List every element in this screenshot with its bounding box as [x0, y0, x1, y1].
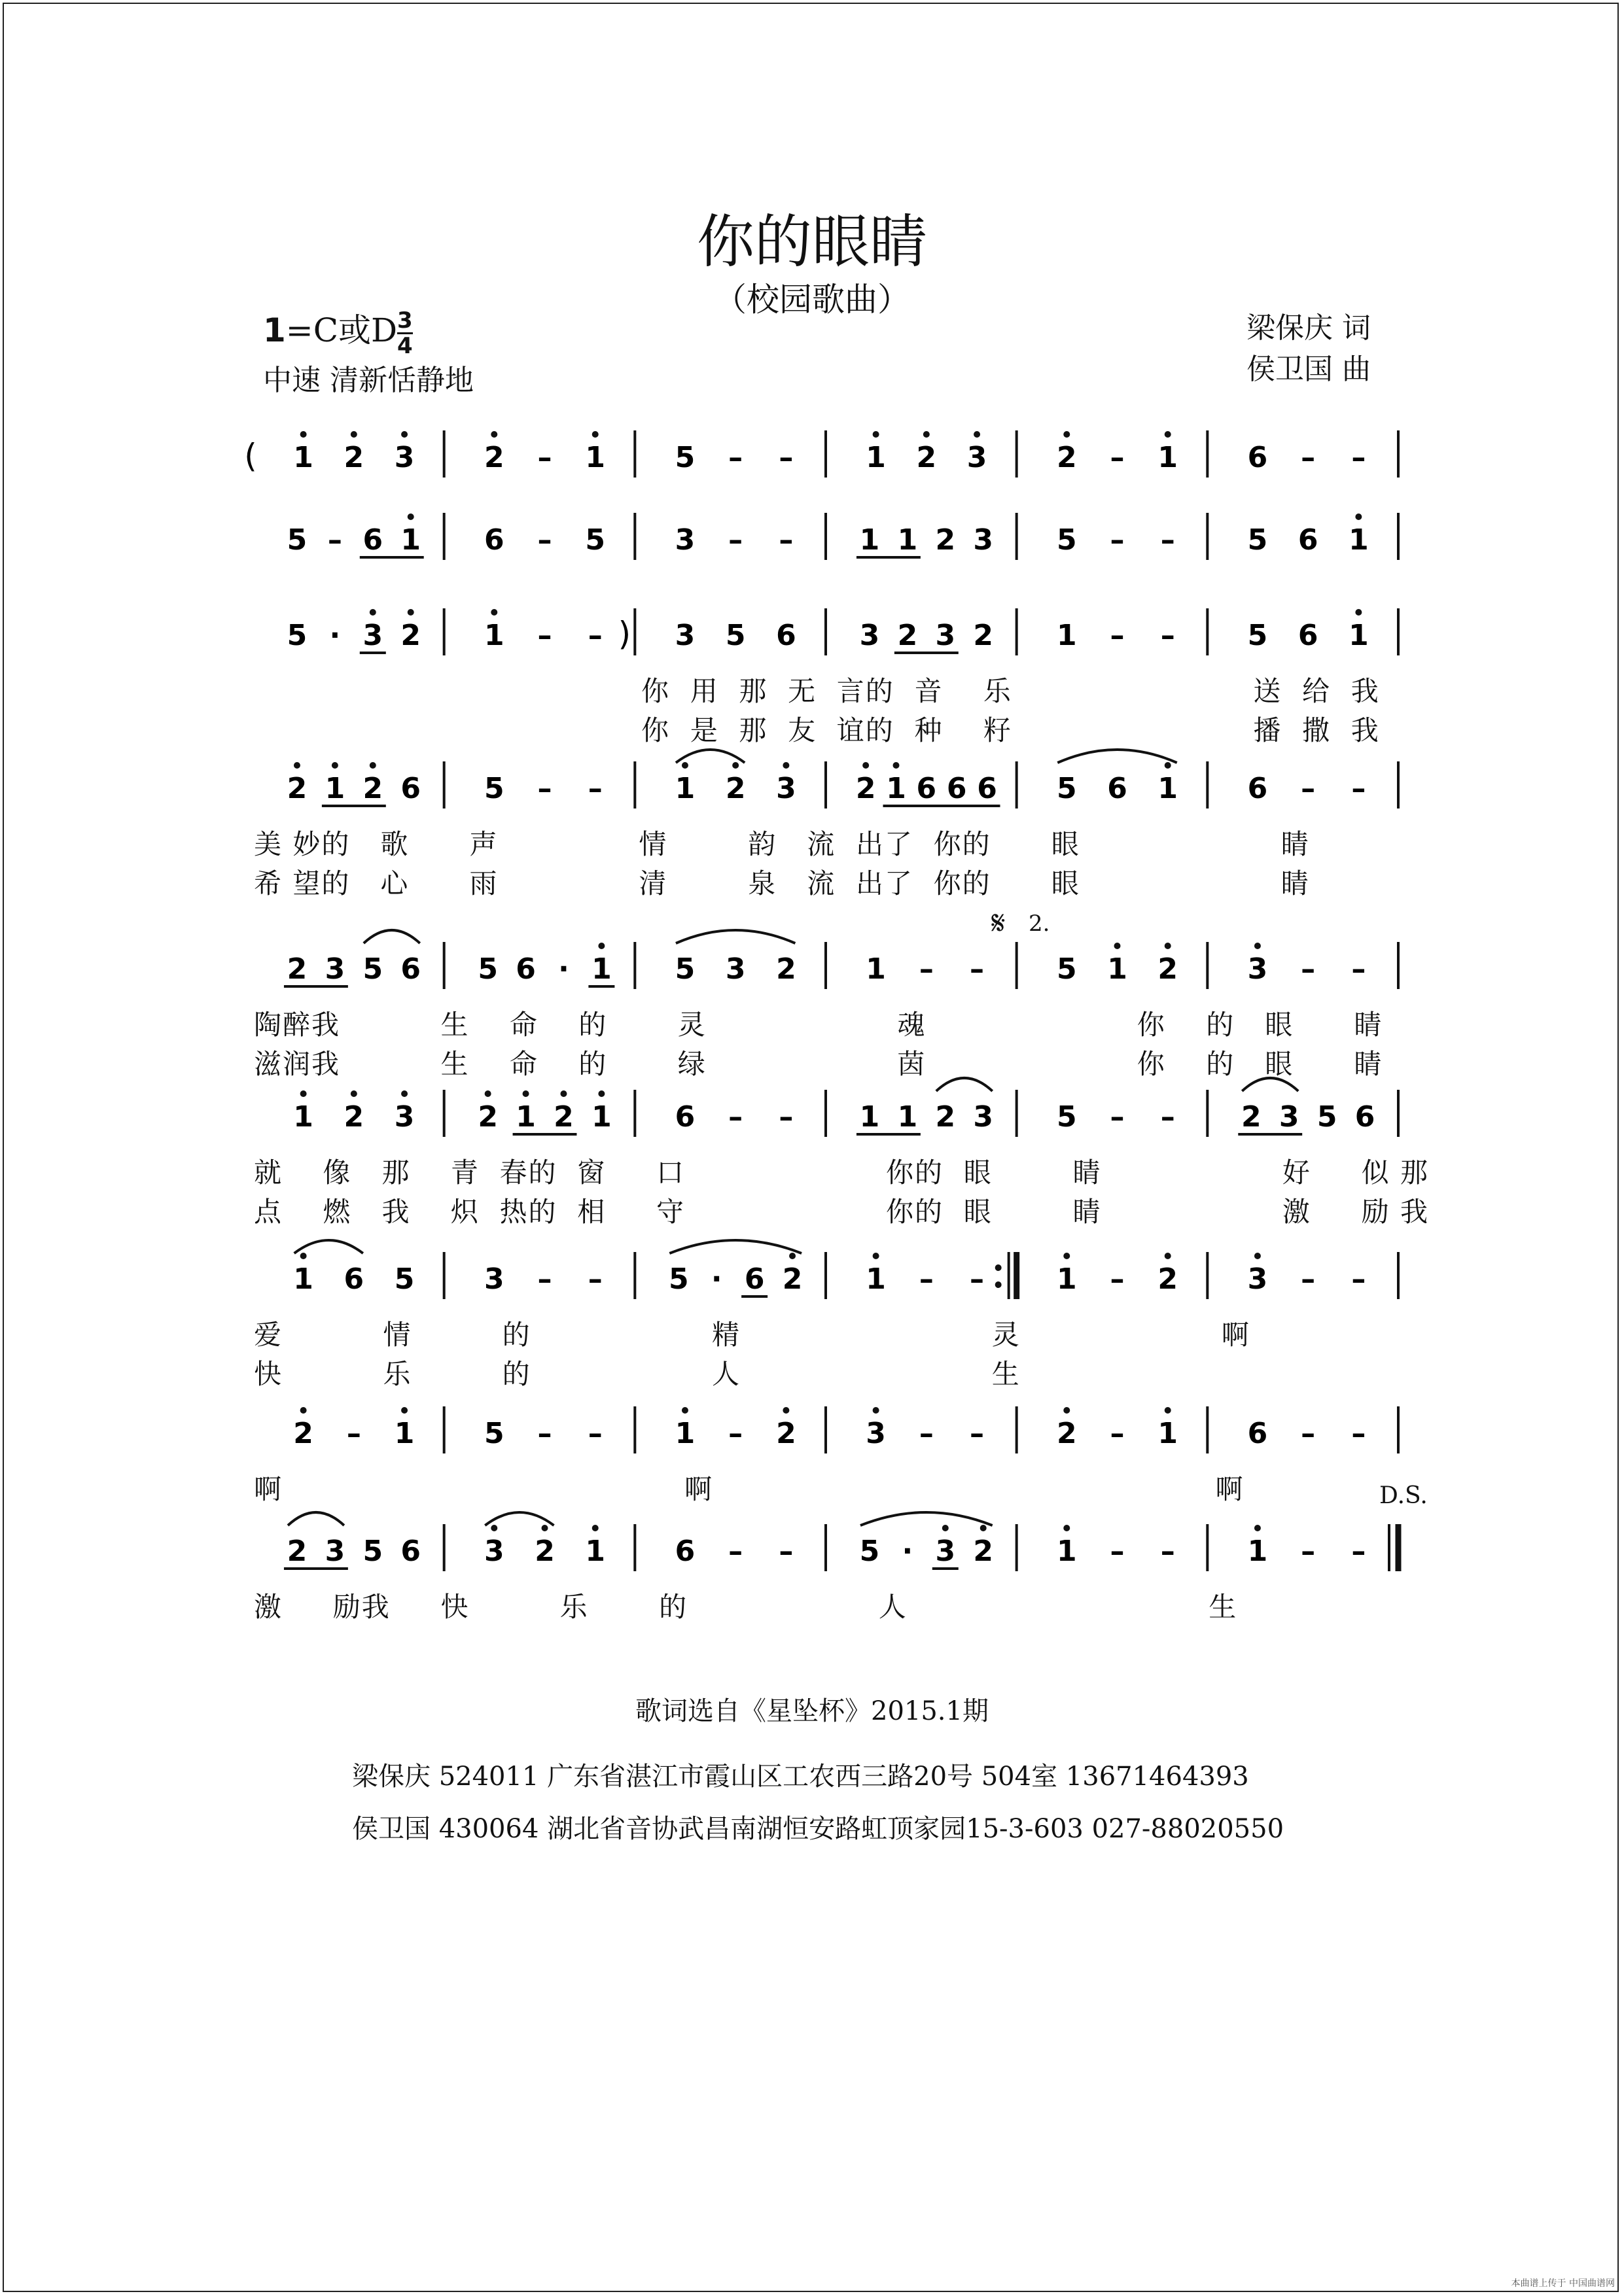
high-octave-dot: [592, 431, 599, 438]
note: 6: [675, 1535, 696, 1568]
high-octave-dot: [1254, 1253, 1261, 1259]
high-octave-dot: [300, 431, 307, 438]
note: –: [1110, 523, 1125, 557]
lyric-line: 陶醉我 生 命 的 灵 魂 你 的 眼 睛: [254, 1009, 1383, 1041]
note: 1: [1349, 619, 1369, 652]
key-tonic: 1: [263, 311, 286, 349]
note: 1: [897, 523, 918, 557]
note: 5: [484, 772, 504, 805]
note: 5: [859, 1535, 880, 1568]
high-octave-dot: [491, 1525, 497, 1531]
note: 1: [1056, 1262, 1077, 1296]
note: 5: [675, 952, 696, 986]
note: –: [1160, 1535, 1175, 1568]
note: 2: [478, 1100, 498, 1134]
song-subtitle: （校园歌曲）: [714, 281, 910, 319]
note: 5: [1316, 1100, 1337, 1134]
high-octave-dot: [542, 1525, 548, 1531]
high-octave-dot: [1165, 1253, 1171, 1259]
note: –: [588, 1417, 603, 1450]
note: 3: [325, 1535, 345, 1568]
note: 6: [675, 1100, 696, 1134]
slur: [1057, 750, 1176, 763]
note: 3: [325, 952, 345, 986]
lyric-line: 希 望的 心 雨 清 泉 流 出了 你的 眼 睛: [254, 867, 1310, 899]
note: 6: [977, 772, 997, 805]
high-octave-dot: [598, 1090, 605, 1097]
note: 2: [855, 772, 876, 805]
note: –: [588, 619, 603, 652]
note: 6: [484, 523, 504, 557]
note: 2: [535, 1535, 555, 1568]
note: 3: [935, 1535, 956, 1568]
high-octave-dot: [1063, 1407, 1070, 1414]
note: 5: [1247, 619, 1268, 652]
note: –: [728, 1535, 743, 1568]
high-octave-dot: [560, 1090, 567, 1097]
note: 6: [1354, 1100, 1375, 1134]
repeat-dot: [995, 1281, 1002, 1288]
note: –: [919, 952, 934, 986]
note: 1: [1107, 952, 1127, 986]
composer-credit: 侯卫国 曲: [1246, 353, 1371, 386]
high-octave-dot: [485, 1090, 491, 1097]
high-octave-dot: [332, 762, 338, 769]
high-octave-dot: [1355, 609, 1362, 616]
note: 3: [973, 1100, 994, 1134]
lyric-line: 激 励我 快 乐 的 人 生: [254, 1591, 1238, 1623]
note: 3: [362, 619, 383, 652]
note: 6: [946, 772, 967, 805]
note: 2: [344, 441, 364, 474]
note: 1: [859, 1100, 880, 1134]
note: 6: [1247, 772, 1268, 805]
note: –: [1301, 772, 1316, 805]
note: 2: [554, 1100, 574, 1134]
note: –: [1351, 1262, 1366, 1296]
segno-sign: 𝄋: [991, 904, 1006, 942]
note: 6: [1247, 1417, 1268, 1450]
lyrics-source: 歌词选自《星坠杯》2015.1期: [635, 1696, 989, 1726]
note: 3: [866, 1417, 886, 1450]
note: –: [779, 1100, 794, 1134]
note: 6: [362, 523, 383, 557]
note: 2: [287, 1535, 308, 1568]
note: –: [1110, 1100, 1125, 1134]
high-octave-dot: [1165, 762, 1171, 769]
note: 1: [585, 1535, 606, 1568]
note: –: [1110, 441, 1125, 474]
note: –: [537, 1262, 552, 1296]
note: 2: [776, 952, 796, 986]
high-octave-dot: [862, 762, 869, 769]
note: –: [728, 441, 743, 474]
lyricist-contact: 梁保庆 524011 广东省湛江市霞山区工农西三路20号 504室 13671464393: [352, 1762, 1249, 1792]
high-octave-dot: [408, 513, 414, 520]
note: –: [728, 1417, 743, 1450]
note: 3: [859, 619, 880, 652]
note: 3: [394, 1100, 415, 1134]
note: –: [779, 523, 794, 557]
note: 5: [725, 619, 746, 652]
note: 6: [1247, 441, 1268, 474]
note: –: [1301, 441, 1316, 474]
lyric-line: 爱 情 的 精 灵 啊: [254, 1319, 1250, 1351]
note: –: [970, 1417, 985, 1450]
close-parenthesis: ): [618, 615, 631, 653]
note: 2: [1157, 952, 1178, 986]
lyric-line: 啊 啊 啊: [254, 1473, 1244, 1505]
slur: [288, 1512, 344, 1525]
high-octave-dot: [1254, 1525, 1261, 1531]
note: 1: [394, 1417, 415, 1450]
repeat-dot: [995, 1264, 1002, 1271]
note: 5: [362, 1535, 383, 1568]
note: –: [1301, 1262, 1316, 1296]
lyric-line: 快 乐 的 人 生: [254, 1358, 1021, 1390]
high-octave-dot: [408, 609, 414, 616]
note: 6: [344, 1262, 364, 1296]
note: 2: [916, 441, 937, 474]
high-octave-dot: [789, 1253, 796, 1259]
note: 2: [1241, 1100, 1262, 1134]
lyric-line: 滋润我 生 命 的 绿 茵 你 的 眼 睛: [254, 1048, 1383, 1080]
slur: [669, 1240, 802, 1253]
note: 5: [394, 1262, 415, 1296]
note: 6: [1107, 772, 1127, 805]
high-octave-dot: [491, 609, 497, 616]
high-octave-dot: [370, 762, 376, 769]
note: 2: [776, 1417, 796, 1450]
note: 1: [591, 1100, 612, 1134]
note: 2: [1157, 1262, 1178, 1296]
note: 1: [293, 1262, 313, 1296]
slur: [676, 930, 795, 943]
note: –: [728, 523, 743, 557]
note: 5: [585, 523, 606, 557]
slur: [676, 750, 745, 763]
composer-contact: 侯卫国 430064 湖北省音协武昌南湖恒安路虹顶家园15-3-603 027-88020550: [352, 1814, 1284, 1844]
note: 5: [362, 952, 383, 986]
note: 5: [1056, 523, 1077, 557]
high-octave-dot: [682, 1407, 688, 1414]
note: 6: [516, 952, 536, 986]
note: 2: [1056, 1417, 1077, 1450]
lyric-line: 你 用 那 无 言的 音 乐 送 给 我: [641, 675, 1380, 707]
song-title: 你的眼睛: [696, 208, 927, 275]
note: 5: [478, 952, 498, 986]
high-octave-dot: [1063, 1253, 1070, 1259]
note: 1: [293, 441, 313, 474]
note: 2: [782, 1262, 803, 1296]
note: 1: [886, 772, 906, 805]
note: –: [779, 441, 794, 474]
note: 3: [1247, 952, 1268, 986]
high-octave-dot: [401, 431, 408, 438]
note: 1: [1247, 1535, 1268, 1568]
slur: [485, 1512, 554, 1525]
note: –: [346, 1417, 361, 1450]
note: 3: [675, 619, 696, 652]
note: 2: [725, 772, 746, 805]
high-octave-dot: [300, 1090, 307, 1097]
high-octave-dot: [1165, 1407, 1171, 1414]
note: 6: [1297, 619, 1318, 652]
dal-segno: D.S.: [1379, 1482, 1428, 1509]
note: 1: [1056, 619, 1077, 652]
note: 1: [675, 772, 696, 805]
note: –: [1160, 523, 1175, 557]
high-octave-dot: [1165, 943, 1171, 949]
note: 1: [1157, 441, 1178, 474]
note: 3: [776, 772, 796, 805]
lyric-line: 美 妙的 歌 声 情 韵 流 出了 你的 眼 睛: [254, 828, 1310, 860]
high-octave-dot: [942, 1525, 949, 1531]
lyricist-credit: 梁保庆 词: [1246, 311, 1371, 345]
note: 1: [675, 1417, 696, 1450]
note: 3: [1247, 1262, 1268, 1296]
note: –: [1351, 441, 1366, 474]
note: –: [327, 523, 342, 557]
note: ·: [558, 952, 569, 986]
note: 2: [344, 1100, 364, 1134]
note: 1: [400, 523, 421, 557]
high-octave-dot: [300, 1407, 307, 1414]
note: 2: [973, 1535, 994, 1568]
high-octave-dot: [598, 943, 605, 949]
high-octave-dot: [370, 609, 376, 616]
open-parenthesis: (: [244, 437, 257, 475]
note: 2: [897, 619, 918, 652]
high-octave-dot: [980, 1525, 987, 1531]
note: –: [588, 772, 603, 805]
note: 2: [400, 619, 421, 652]
note: 3: [725, 952, 746, 986]
high-octave-dot: [974, 431, 980, 438]
note: –: [537, 772, 552, 805]
note: 2: [293, 1417, 313, 1450]
ending-number: 2.: [1029, 911, 1050, 937]
note: –: [1351, 1535, 1366, 1568]
note: 1: [859, 523, 880, 557]
note: 1: [897, 1100, 918, 1134]
high-octave-dot: [923, 431, 930, 438]
high-octave-dot: [351, 1090, 357, 1097]
high-octave-dot: [732, 762, 739, 769]
note: –: [1110, 1417, 1125, 1450]
note: 1: [866, 1262, 886, 1296]
note: 2: [362, 772, 383, 805]
note: 3: [966, 441, 987, 474]
high-octave-dot: [873, 1407, 879, 1414]
note: –: [1160, 1100, 1175, 1134]
slur: [294, 1240, 363, 1253]
high-octave-dot: [491, 431, 497, 438]
note: 5: [1056, 952, 1077, 986]
key-text: =C或D: [285, 311, 398, 349]
note: –: [537, 619, 552, 652]
note: 3: [1279, 1100, 1299, 1134]
note: –: [728, 1100, 743, 1134]
note: 2: [935, 523, 956, 557]
high-octave-dot: [300, 1253, 307, 1259]
time-denominator: 4: [397, 332, 413, 359]
note: 1: [585, 441, 606, 474]
high-octave-dot: [1254, 943, 1261, 949]
note: –: [970, 1262, 985, 1296]
note: –: [537, 523, 552, 557]
note: –: [919, 1417, 934, 1450]
note: 6: [400, 952, 421, 986]
note: 6: [776, 619, 796, 652]
high-octave-dot: [294, 762, 300, 769]
lyric-line: 点 燃 我 炽 热的 相 守 你的 眼 睛 激 励 我: [254, 1196, 1429, 1228]
note: 5: [287, 523, 308, 557]
note: –: [1110, 1262, 1125, 1296]
note: 3: [484, 1535, 504, 1568]
note: –: [1301, 1417, 1316, 1450]
tempo-marking: 中速 清新恬静地: [263, 364, 474, 397]
note: –: [1351, 772, 1366, 805]
slur: [860, 1512, 993, 1525]
note: –: [537, 1417, 552, 1450]
high-octave-dot: [682, 762, 688, 769]
note: 2: [935, 1100, 956, 1134]
note: 1: [866, 441, 886, 474]
note: 3: [675, 523, 696, 557]
note: 1: [516, 1100, 536, 1134]
note: ·: [329, 619, 341, 652]
slur: [364, 930, 420, 943]
note: 6: [400, 772, 421, 805]
high-octave-dot: [401, 1090, 408, 1097]
high-octave-dot: [401, 1407, 408, 1414]
high-octave-dot: [592, 1525, 599, 1531]
note: 2: [1056, 441, 1077, 474]
note: 3: [935, 619, 956, 652]
note: –: [919, 1262, 934, 1296]
note: 3: [973, 523, 994, 557]
note: –: [970, 952, 985, 986]
note: –: [1110, 1535, 1125, 1568]
note: –: [1301, 952, 1316, 986]
note: 1: [591, 952, 612, 986]
high-octave-dot: [893, 762, 900, 769]
note: 5: [287, 619, 308, 652]
high-octave-dot: [523, 1090, 529, 1097]
note: 1: [484, 619, 504, 652]
note: –: [537, 441, 552, 474]
note: 5: [668, 1262, 689, 1296]
high-octave-dot: [1063, 1525, 1070, 1531]
note: 2: [973, 619, 994, 652]
site-watermark: 本曲谱上传于 中国曲谱网: [1511, 2278, 1615, 2289]
note: 6: [400, 1535, 421, 1568]
note: 1: [1056, 1535, 1077, 1568]
high-octave-dot: [783, 1407, 789, 1414]
note: 2: [287, 952, 308, 986]
note: –: [1160, 619, 1175, 652]
note: 1: [325, 772, 345, 805]
high-octave-dot: [351, 431, 357, 438]
note: 6: [744, 1262, 765, 1296]
note: 1: [1157, 1417, 1178, 1450]
lyric-line: 就 像 那 青 春的 窗 口 你的 眼 睛 好 似 那: [254, 1157, 1429, 1189]
high-octave-dot: [1355, 513, 1362, 520]
note: ·: [711, 1262, 722, 1296]
time-numerator: 3: [397, 307, 413, 334]
high-octave-dot: [873, 431, 879, 438]
lyric-line: 你 是 那 友 谊的 种 籽 播 撒 我: [641, 714, 1380, 746]
high-octave-dot: [1165, 431, 1171, 438]
high-octave-dot: [873, 1253, 879, 1259]
note: 1: [1157, 772, 1178, 805]
note: 6: [916, 772, 937, 805]
note: 3: [484, 1262, 504, 1296]
note: 5: [484, 1417, 504, 1450]
note: 1: [866, 952, 886, 986]
note: –: [1110, 619, 1125, 652]
note: –: [779, 1535, 794, 1568]
high-octave-dot: [1063, 431, 1070, 438]
note: 3: [394, 441, 415, 474]
note: –: [1351, 952, 1366, 986]
note: 1: [1349, 523, 1369, 557]
note: 5: [1056, 1100, 1077, 1134]
note: 2: [484, 441, 504, 474]
note: 1: [293, 1100, 313, 1134]
note: ·: [902, 1535, 913, 1568]
note: 2: [287, 772, 308, 805]
note: 5: [1247, 523, 1268, 557]
note: –: [1351, 1417, 1366, 1450]
note: 5: [675, 441, 696, 474]
high-octave-dot: [783, 762, 789, 769]
note: 5: [1056, 772, 1077, 805]
high-octave-dot: [1114, 943, 1121, 949]
note: –: [1301, 1535, 1316, 1568]
note: 6: [1297, 523, 1318, 557]
note: –: [588, 1262, 603, 1296]
